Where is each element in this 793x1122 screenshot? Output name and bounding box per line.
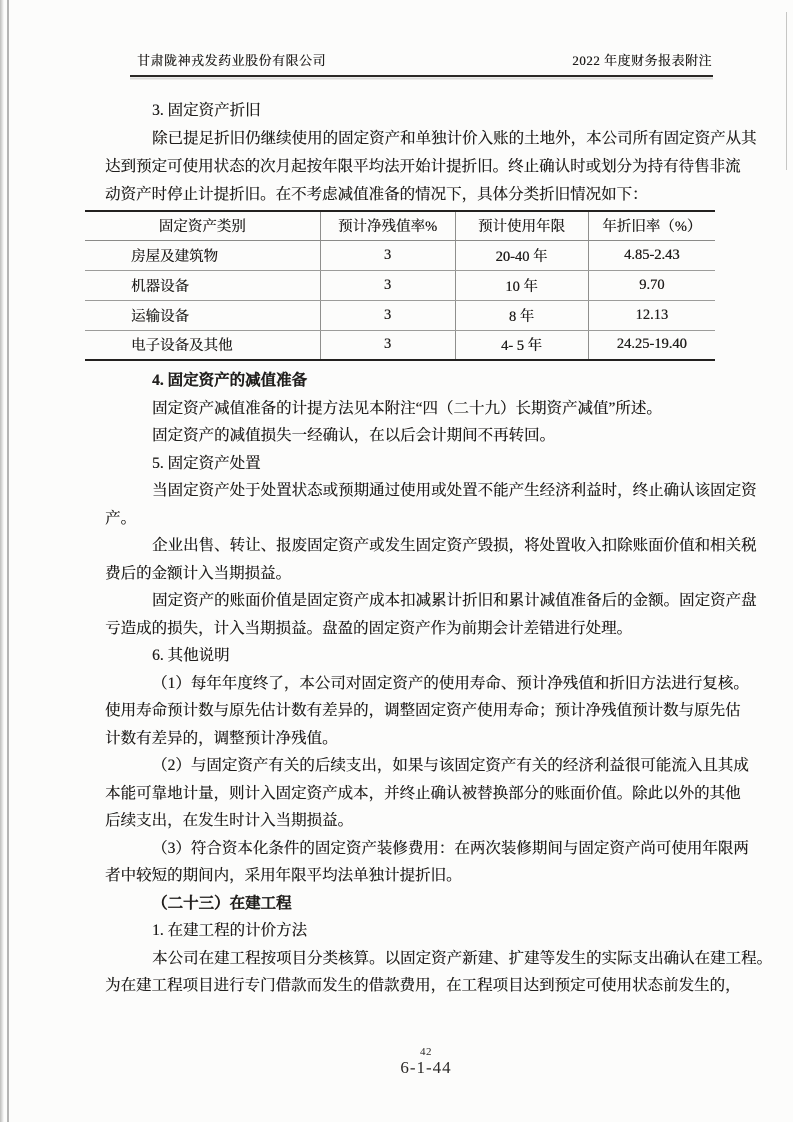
text-line: 6. 其他说明	[152, 647, 230, 664]
text-line: 动资产时停止计提折旧。在不考虑减值准备的情况下，具体分类折旧情况如下：	[105, 186, 648, 203]
text-line: 3. 固定资产折旧	[152, 102, 261, 119]
table-row	[85, 270, 715, 300]
text-line: 4. 固定资产的减值准备	[152, 372, 308, 389]
text-line: 产。	[105, 509, 137, 527]
table-cell: 3	[320, 270, 455, 300]
column-header: 年折旧率（%）	[588, 211, 715, 240]
table-cell: 9.70	[588, 270, 715, 300]
scan-streak-right	[786, 12, 787, 170]
company-name: 甘肃陇神戎发药业股份有限公司	[137, 53, 327, 68]
column-header: 预计净残值率%	[320, 211, 455, 240]
text-line: 固定资产减值准备的计提方法见本附注“四（二十九）长期资产减值”所述。	[152, 399, 662, 417]
table-row	[85, 300, 715, 330]
page-header	[137, 50, 712, 69]
table-cell: 电子设备及其他	[131, 338, 233, 355]
text-line: 后续支出，在发生时计入当期损益。	[105, 812, 354, 829]
text-line: 计数有差异的，调整预计净残值。	[105, 729, 338, 747]
table-cell: 10 年	[455, 270, 588, 300]
text-line: 固定资产的账面价值是固定资产成本扣减累计折旧和累计减值准备后的金额。固定资产盘	[152, 592, 757, 609]
header-rule	[130, 75, 713, 77]
text-line: 当固定资产处于处置状态或预期通过使用或处置不能产生经济利益时，终止确认该固定资	[152, 482, 757, 499]
text-line: 企业出售、转让、报废固定资产或发生固定资产毁损，将处置收入扣除账面价值和相关税	[152, 537, 757, 554]
text-line: 本能可靠地计量，则计入固定资产成本，并终止确认被替换部分的账面价值。除此以外的其他	[105, 784, 741, 802]
text-line: 者中较短的期间内，采用年限平均法单独计提折旧。	[105, 867, 462, 884]
table-cell: 4.85-2.43	[588, 240, 715, 270]
text-line: 费后的金额计入当期损益。	[105, 564, 292, 582]
depreciation-table	[85, 210, 715, 361]
table-cell: 4- 5 年	[455, 330, 588, 360]
text-line: 本公司在建工程按项目分类核算。以固定资产新建、扩建等发生的实际支出确认在建工程。	[152, 949, 773, 967]
column-header: 预计使用年限	[455, 211, 588, 240]
scan-streak-left	[7, 0, 9, 1122]
table-cell: 3	[320, 240, 455, 270]
page-number-small: 42	[420, 1046, 432, 1058]
table-row	[85, 240, 715, 270]
report-title: 2022 年度财务报表附注	[572, 53, 712, 68]
section-heading-construction-in-progress: （二十三）在建工程	[152, 894, 292, 912]
page-number: 6-1-44	[400, 1058, 452, 1077]
section-depreciation	[105, 97, 757, 209]
table-cell: 20-40 年	[455, 240, 588, 270]
text-line: 亏造成的损失，计入当期损益。盘盈的固定资产作为前期会计差错进行处理。	[105, 619, 633, 637]
page-footer	[346, 1046, 506, 1077]
section-policies	[105, 367, 773, 1000]
table-cell: 12.13	[588, 300, 715, 330]
text-line: 为在建工程项目进行专门借款而发生的借款费用，在工程项目达到预定可使用状态前发生的，	[105, 977, 741, 994]
table-cell: 3	[320, 300, 455, 330]
text-line: 除已提足折旧仍继续使用的固定资产和单独计价入账的土地外，本公司所有固定资产从其	[152, 130, 757, 147]
text-line: 1. 在建工程的计价方法	[152, 922, 308, 939]
table-row	[85, 330, 715, 360]
table-cell: 运输设备	[85, 300, 320, 330]
text-line: 固定资产的减值损失一经确认，在以后会计期间不再转回。	[152, 427, 556, 444]
text-line: （2）与固定资产有关的后续支出，如果与该固定资产有关的经济利益很可能流入且其成	[152, 757, 749, 774]
text-line: 使用寿命预计数与原先估计数有差异的，调整固定资产使用寿命；预计净残值预计数与原先估	[105, 702, 741, 719]
table-header-row	[85, 211, 715, 240]
text-line: 达到预定可使用状态的次月起按年限平均法开始计提折旧。终止确认时或划分为持有待售非流	[105, 158, 741, 175]
scan-edge-shadow	[0, 0, 4, 1122]
text-line: （3）符合资本化条件的固定资产装修费用：在两次装修期间与固定资产尚可使用年限两	[152, 839, 749, 857]
text-line: （1）每年年度终了，本公司对固定资产的使用寿命、预计净残值和折旧方法进行复核。	[152, 674, 749, 692]
text-line: 5. 固定资产处置	[152, 454, 261, 472]
table-cell: 8 年	[455, 300, 588, 330]
table-cell: 3	[320, 330, 455, 360]
document-body	[105, 97, 773, 1000]
table-cell: 房屋及建筑物	[85, 240, 320, 270]
column-header: 固定资产类别	[85, 211, 320, 240]
table-cell: 24.25-19.40	[588, 330, 715, 360]
table-cell: 机器设备	[85, 270, 320, 300]
